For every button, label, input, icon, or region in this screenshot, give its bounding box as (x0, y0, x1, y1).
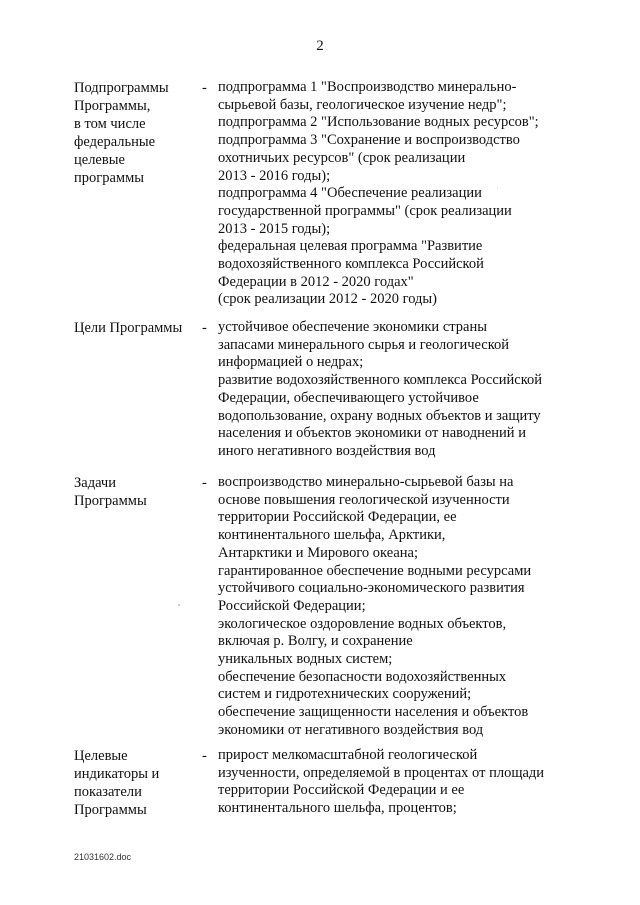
list-item (218, 185, 568, 238)
label-line: целевые (74, 152, 125, 168)
list-item (218, 372, 568, 461)
label-line: Подпрограммы (74, 80, 169, 96)
item-line: гарантированное обеспечение водными ресурсами (218, 562, 532, 579)
item-line: основе повышения геологической изученности (218, 491, 510, 508)
scan-speck (178, 604, 180, 606)
item-line: (срок реализации 2012 - 2020 годы) (218, 291, 437, 308)
list-item (218, 132, 568, 185)
item-line: подпрограмма 4 "Обеспечение реализации (218, 185, 482, 202)
item-line: 2013 - 2016 годы); (218, 167, 331, 184)
item-line: Федерации, обеспечивающего устойчивое (218, 389, 479, 406)
section-dash: - (202, 475, 207, 491)
section-dash: - (202, 748, 207, 764)
section-dash: - (202, 80, 207, 96)
scan-speck (497, 187, 498, 188)
label-line: Целевые (74, 748, 128, 764)
footer-filename: 21031602.doc (74, 852, 132, 862)
item-line: уникальных водных систем; (218, 651, 393, 668)
item-line: континентального шельфа, процентов; (218, 800, 457, 817)
item-line: водопользование, охрану водных объектов и защиту (218, 407, 541, 424)
item-line: устойчивое обеспечение экономики страны (218, 319, 487, 335)
label-line: Задачи (74, 475, 116, 491)
item-line: подпрограмма 3 "Сохранение и воспроизводство (218, 132, 520, 149)
list-item (218, 319, 568, 372)
item-line: подпрограмма 2 "Использование водных ресурсов"; (218, 114, 539, 131)
item-line: информацией о недрах; (218, 354, 364, 371)
list-item (218, 79, 568, 114)
section-items (218, 79, 568, 309)
item-line: континентального шельфа, Арктики, (218, 527, 446, 544)
item-line: экономики от негативного воздействия вод (218, 721, 484, 738)
item-line: развитие водохозяйственного комплекса Российской (218, 372, 543, 389)
item-line: сырьевой базы, геологическое изучение недр"; (218, 96, 507, 113)
list-item (218, 616, 568, 669)
item-line: включая р. Волгу, и сохранение (218, 633, 413, 650)
section-label (74, 79, 199, 187)
label-line: Программы (74, 493, 147, 509)
section-label (74, 747, 199, 819)
item-line: государственной программы" (срок реализации (218, 202, 512, 219)
label-line: индикаторы и (74, 766, 160, 782)
item-line: систем и гидротехнических сооружений; (218, 686, 472, 703)
item-line: подпрограмма 1 "Воспроизводство минерально- (218, 79, 517, 95)
label-line: федеральные (74, 134, 156, 150)
item-line: населения и объектов экономики от наводнений и (218, 425, 526, 442)
label-line: программы (74, 170, 144, 186)
list-item (218, 114, 568, 132)
list-item (218, 474, 568, 563)
list-item (218, 747, 568, 818)
section-label (74, 319, 199, 337)
section-items (218, 474, 568, 740)
item-line: прирост мелкомасштабной геологической (218, 747, 478, 763)
item-line: обеспечение безопасности водохозяйственных (218, 668, 507, 685)
item-line: Федерации в 2012 - 2020 годах" (218, 273, 414, 290)
item-line: Антарктики и Мирового океана; (218, 544, 419, 561)
section-dash: - (202, 320, 207, 336)
list-item (218, 238, 568, 309)
label-line: Цели Программы (74, 320, 183, 336)
item-line: территории Российской Федерации и ее (218, 782, 465, 799)
item-line: водохозяйственного комплекса Российской (218, 256, 484, 273)
item-line: изученности, определяемой в процентах от площади (218, 764, 545, 781)
item-line: обеспечение защищенности населения и объектов (218, 704, 529, 721)
item-line: федеральная целевая программа "Развитие (218, 238, 483, 255)
label-line: Программы (74, 802, 147, 818)
item-line: экологическое оздоровление водных объектов, (218, 615, 507, 632)
item-line: воспроизводство минерально-сырьевой базы на (218, 474, 514, 490)
item-line: охотничьих ресурсов" (срок реализации (218, 149, 466, 166)
label-line: в том числе (74, 116, 146, 132)
section-label (74, 474, 199, 510)
page-number: 2 (316, 38, 324, 54)
list-item (218, 704, 568, 739)
section-items (218, 319, 568, 461)
label-line: показатели (74, 784, 142, 800)
item-line: территории Российской Федерации, ее (218, 509, 457, 526)
list-item (218, 563, 568, 616)
list-item (218, 669, 568, 704)
item-line: устойчивого социально-экономического развития (218, 580, 525, 597)
item-line: Российской Федерации; (218, 597, 366, 614)
item-line: запасами минерального сырья и геологической (218, 336, 510, 353)
item-line: 2013 - 2015 годы); (218, 220, 331, 237)
item-line: иного негативного воздействия вод (218, 442, 436, 459)
label-line: Программы, (74, 98, 151, 114)
section-items (218, 747, 568, 818)
